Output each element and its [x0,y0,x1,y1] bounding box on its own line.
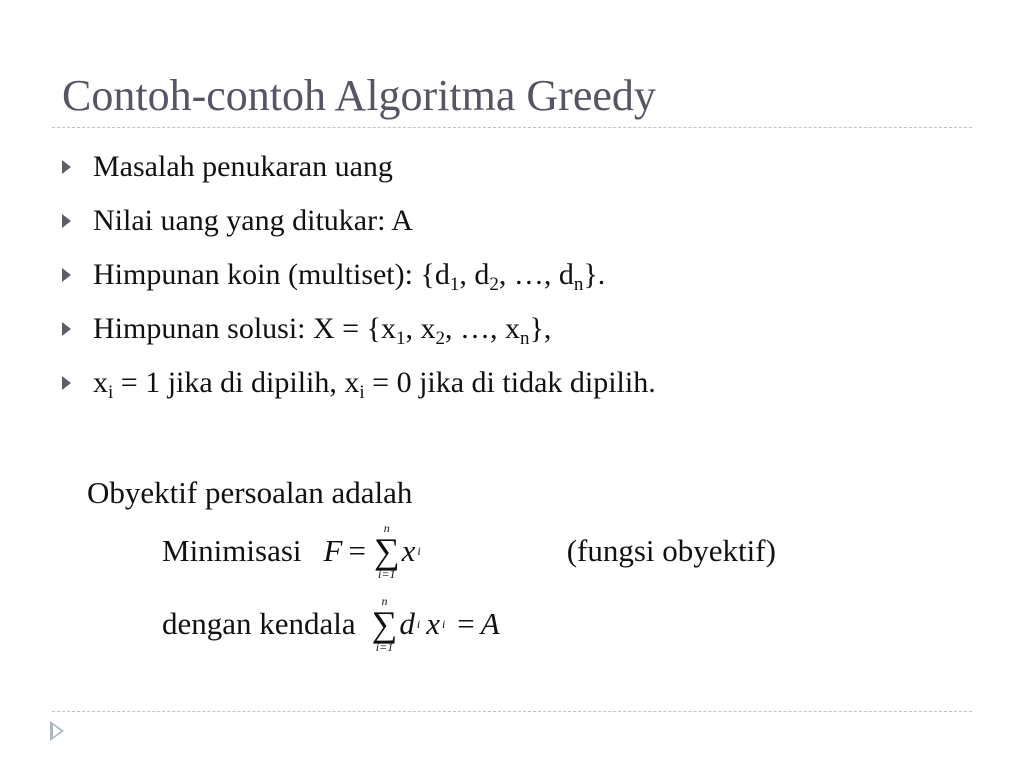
bullet-item [60,194,656,248]
sum-symbol [374,522,400,580]
next-slide-arrow-icon[interactable] [50,721,64,741]
bullet-text: Nilai uang yang ditukar: A [93,204,413,237]
index-subscript: i [417,543,421,558]
triangle-bullet-icon [62,160,71,174]
sigma-icon: ∑ [373,531,400,571]
footer-divider [52,711,972,712]
objective-intro: Obyektif persoalan adalah [87,475,413,510]
constraint-formula [162,595,500,653]
bullet-item [60,302,656,356]
triangle-bullet-icon [62,214,71,228]
bullet-text: Masalah penukaran uang [93,150,393,183]
bullet-text: $x_i = 1$ jika di dipilih, $x_i = 0$ jika di tidak dipilih. [93,366,656,403]
index-subscript: i [416,616,421,631]
bullet-item [60,248,656,302]
sum-lower-limit: i=1 [375,640,394,654]
triangle-bullet-icon [62,268,71,282]
sigma-icon: ∑ [371,604,398,644]
bullet-item [60,356,656,410]
bullet-list [60,140,656,410]
index-subscript: i [441,616,446,631]
title-divider [52,127,972,128]
sum-lower-limit: i=1 [378,567,396,581]
bullet-item [60,140,656,194]
equals-sign: = [457,606,475,641]
bullet-text: Himpunan koin (multiset): {$d_1$, $d_2$, …, $d_n$}. [93,258,606,295]
total-variable: A [480,606,500,641]
objective-formula [162,522,776,580]
x-variable: x [401,533,416,568]
sum-upper-limit: n [383,521,390,535]
sum-upper-limit: n [381,594,388,608]
equals-sign: = [348,533,366,568]
x-variable: x [426,606,440,641]
triangle-bullet-icon [62,376,71,390]
triangle-bullet-icon [62,322,71,336]
d-variable: d [399,606,415,641]
objective-note: (fungsi obyektif) [566,533,776,568]
slide-title: Contoh-contoh Algoritma Greedy [62,71,656,120]
objective-variable: F [323,533,343,568]
constraint-label: dengan kendala [162,606,356,641]
sum-symbol [372,595,398,653]
bullet-text: Himpunan solusi: $X = \{x_1$, $x_2$, …, $x_n$}, [93,312,552,349]
minimize-label: Minimisasi [162,533,302,568]
